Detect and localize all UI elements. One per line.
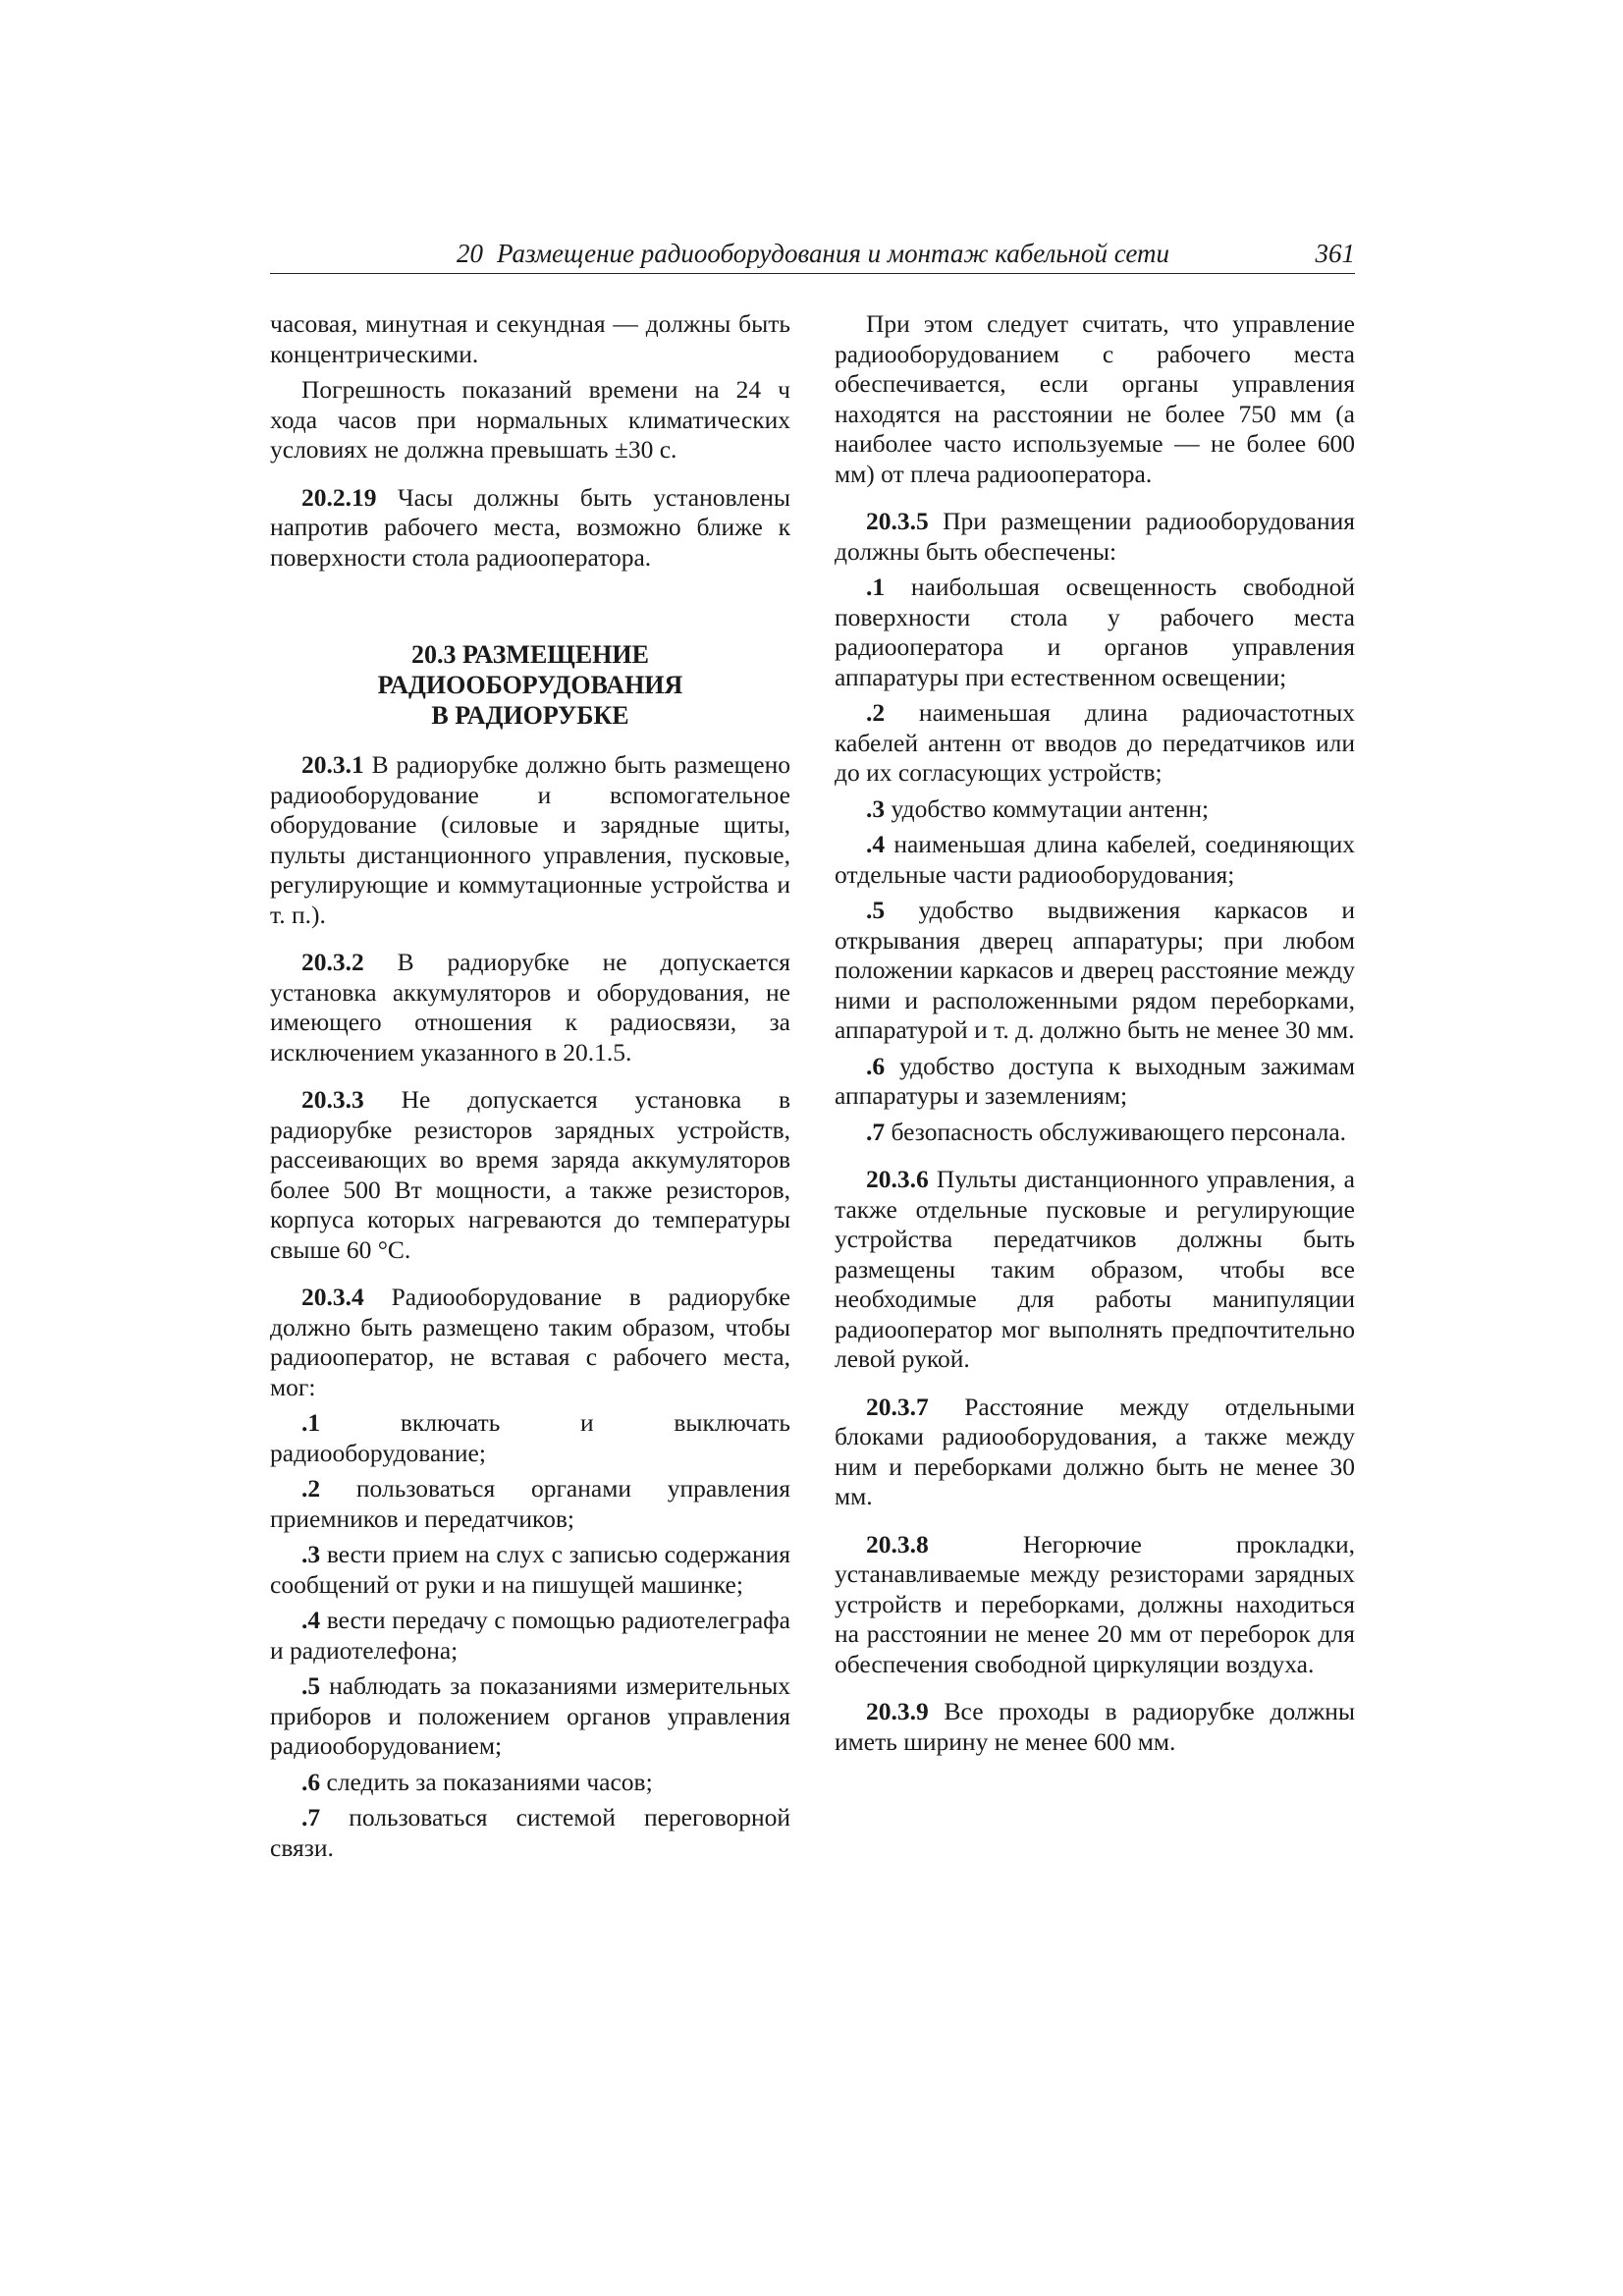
list-item [270,1803,790,1863]
page-number: 361 [1315,239,1355,268]
list-item [270,1671,790,1762]
section-heading-line: РАДИООБОРУДОВАНИЯ [377,671,683,699]
clause-number: 20.2.19 [301,482,377,512]
clause-20-2-19 [270,483,790,574]
list-item-number: .7 [866,1117,886,1146]
clause-text: Не допускается установка в радиорубке резисторов зарядных устройств, рассеивающих во время заряда аккумуляторов более 500 Вт мощности, а также резисторов, корпуса которых нагреваются до температуры свыше 60 °С. [270,1085,790,1264]
clause-20-3-6 [835,1165,1355,1375]
list-item-number: .3 [301,1540,321,1568]
list-item-number: .1 [866,573,886,601]
list-item-number: .4 [866,830,886,858]
clause-number: 20.3.8 [866,1529,929,1558]
list-item-text: пользоваться системой переговорной связи. [270,1803,790,1862]
list-item [270,1606,790,1666]
right-column [835,309,1355,1757]
clause-number: 20.3.3 [301,1085,364,1114]
list-item-number: .4 [301,1606,321,1634]
clause-number: 20.3.9 [866,1697,929,1725]
list-item [835,830,1355,890]
clause-number: 20.3.6 [866,1165,929,1193]
paragraph: При этом следует считать, что управление радиооборудованием с рабочего места обеспечивается, если органы управления находятся на расстоянии не более 750 мм (а наиболее часто используемые — не более 600 мм) от плеча радиооператора. [835,309,1355,488]
list-item [270,1474,790,1534]
list-item-text: наименьшая длина радиочастотных кабелей антенн от вводов до передатчиков или до их согласующих устройств; [835,698,1355,787]
running-header [270,236,1355,274]
clause-20-3-9 [835,1697,1355,1757]
list-item-text: безопасность обслуживающего персонала. [885,1117,1347,1146]
clause-20-3-3 [270,1085,790,1265]
list-item-text: наблюдать за показаниями измерительных приборов и положением органов управления радиооборудованием; [270,1671,790,1760]
list-item [270,1408,790,1468]
clause-number: 20.3.4 [301,1283,364,1311]
list-item-number: .2 [866,698,886,727]
list-item-text: удобство доступа к выходным зажимам аппаратуры и заземлениям; [835,1051,1355,1110]
clause-number: 20.3.7 [866,1392,929,1421]
clause-number: 20.3.2 [301,948,364,976]
clause-20-3-2 [270,948,790,1067]
list-item [270,1768,790,1798]
chapter-number: 20 [457,239,483,268]
section-heading-line: 20.3 РАЗМЕЩЕНИЕ [411,640,649,669]
list-item [835,794,1355,825]
list-item-number: .5 [866,896,886,924]
clause-text: Часы должны быть установлены напротив рабочего места, возможно ближе к поверхности стола радиооператора. [270,482,790,572]
list-item-text: следить за показаниями часов; [320,1767,653,1796]
clause-text: Расстояние между отдельными блоками радиооборудования, а также между ним и переборками должно быть не менее 30 мм. [835,1392,1355,1510]
list-item [270,1540,790,1600]
list-item [835,698,1355,789]
list-item-text: удобство выдвижения каркасов и открывания дверец аппаратуры; при любом положении каркасов и дверец расстояние между ними и расположенными рядом переборками, аппаратурой и т. д. должно быть не менее 30 мм. [835,896,1355,1044]
clause-text: В радиорубке должно быть размещено радиооборудование и вспомогательное оборудование (силовые и зарядные щиты, пульты дистанционного управления, пусковые, регулирующие и коммутационные устройства и т. п.). [270,750,790,929]
list-item-text: вести прием на слух с записью содержания сообщений от руки и на пишущей машинке; [270,1540,790,1599]
clause-20-3-8 [835,1530,1355,1680]
list-item-number: .3 [866,793,886,823]
clause-text: Негорючие прокладки, устанавливаемые между резисторами зарядных устройств и переборками, должны находиться на расстоянии не менее 20 мм от переборок для обеспечения свободной циркуляции воздуха. [835,1529,1355,1678]
list-item-number: .5 [301,1671,321,1700]
section-heading-line: В РАДИОРУБКЕ [431,701,629,730]
paragraph: часовая, минутная и секундная — должны быть концентрическими. [270,309,790,368]
list-item-number: .6 [866,1051,886,1080]
clause-20-3-1 [270,750,790,930]
list-item [835,1052,1355,1112]
list-item-text: вести передачу с помощью радиотелеграфа и радиотелефона; [270,1606,790,1665]
left-column [270,309,790,1863]
section-heading [270,639,790,731]
paragraph: Погрешность показаний времени на 24 ч хода часов при нормальных климатических условиях не должна превышать ±30 с. [270,375,790,464]
chapter-title: Размещение радиооборудования и монтаж кабельной сети [497,239,1170,268]
list-item-text: пользоваться органами управления приемников и передатчиков; [270,1474,790,1533]
clause-20-3-4 [270,1283,790,1402]
list-item [835,896,1355,1046]
clause-text: Пульты дистанционного управления, а также отдельные пусковые и регулирующие устройства передатчиков должны быть размещены таким образом, чтобы все необходимые для работы манипуляции радиооператор мог выполнять предпочтительно левой рукой. [835,1165,1355,1373]
running-header-title [457,239,1169,269]
list-item-text: включать и выключать радиооборудование; [270,1408,790,1467]
list-item [835,1118,1355,1148]
clause-number: 20.3.1 [301,750,364,779]
list-item-number: .2 [301,1474,321,1503]
list-item-text: наименьшая длина кабелей, соединяющих отдельные части радиооборудования; [835,830,1355,889]
clause-text: В радиорубке не допускается установка аккумуляторов и оборудования, не имеющего отношения к радиосвязи, за исключением указанного в 20.1.5. [270,948,790,1066]
list-item [835,573,1355,692]
clause-number: 20.3.5 [866,507,929,535]
list-item-number: .1 [301,1408,321,1437]
clause-text: При размещении радиооборудования должны быть обеспечены: [835,507,1355,566]
clause-20-3-7 [835,1393,1355,1512]
list-item-number: .7 [301,1803,321,1831]
clause-20-3-5 [835,507,1355,567]
clause-text: Все проходы в радиорубке должны иметь ширину не менее 600 мм. [835,1697,1355,1756]
list-item-text: удобство коммутации антенн; [885,793,1210,823]
clause-text: Радиооборудование в радиорубке должно быть размещено таким образом, чтобы радиооператор, не вставая с рабочего места, мог: [270,1283,790,1401]
list-item-text: наибольшая освещенность свободной поверхности стола у рабочего места радиооператора и органов управления аппаратуры при естественном освещении; [835,573,1355,691]
list-item-number: .6 [301,1767,321,1796]
